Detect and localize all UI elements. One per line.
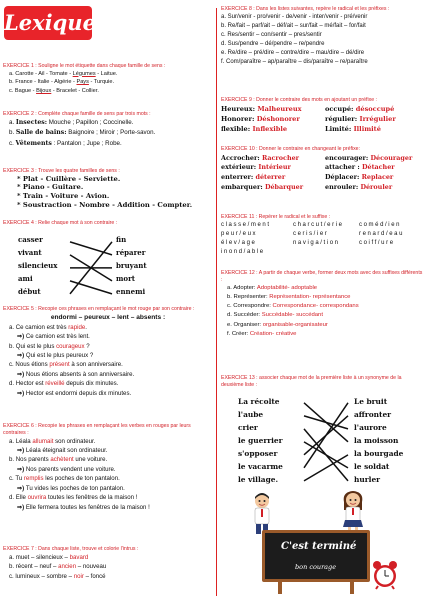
blackboard [262, 530, 370, 582]
ex9-pair-right [325, 114, 396, 124]
ex7-text: c. lumineux – sombre – [9, 573, 74, 580]
ex8-line: c. Res/sentir – con/sentir – pres/sentir [221, 31, 322, 38]
match-right-word: Le bruit [354, 397, 388, 406]
exercise-3 [3, 168, 213, 210]
ex9-word: régulier: [325, 114, 360, 123]
ex10-word: enrouler: [325, 183, 361, 192]
ex11-line [221, 248, 423, 257]
ex10-word: attacher : [325, 163, 362, 172]
ex10-line [221, 172, 423, 182]
ex12-verb: a. Adopter: [227, 284, 257, 291]
match-left-word: s'opposer [238, 449, 278, 458]
ex9-line [221, 124, 423, 134]
ex10-answer: Débarquer [264, 183, 304, 192]
exercise-8 [221, 6, 423, 67]
ex2-text: b. [9, 129, 16, 137]
ex10-pair-left [221, 172, 285, 182]
ex1-answer: Bijoux [36, 88, 52, 95]
matching-line [304, 442, 348, 468]
ex9-answer: Malheureux [257, 104, 302, 113]
ex12-line [221, 330, 423, 339]
ex12-answer: Succédable- succédant [261, 312, 323, 319]
ex6-text: toutes les fenêtres de la maison ! [46, 494, 138, 502]
exercise-1-title: EXERCICE 1 : Souligne le mot étiquette dans chaque famille de sens : [3, 63, 166, 69]
ex2-line [3, 139, 213, 150]
ex2-text: : Pantalon ; Jupe ; Robe. [51, 140, 122, 148]
ex8-line: a. Sur/venir - pro/venir - de/venir - inter/venir - pré/venir [221, 13, 368, 20]
match-right-word: réparer [116, 248, 146, 257]
ex5-arrow: ⇒) [17, 352, 26, 360]
exercise-12-title: EXERCICE 12 : A partir de chaque verbe, former deux mots avec des suffixes différents : [221, 270, 423, 283]
ex1-line [3, 70, 213, 79]
exercise-11-title: EXERCICE 11 : Repérer le radical et le suffixe : [221, 214, 331, 220]
ex9-word: Limité: [325, 124, 354, 133]
ex10-line [221, 162, 423, 172]
ex6-text: a. Léala [9, 437, 33, 445]
ex12-verb: e. Organiser: [227, 321, 263, 328]
exercise-9 [221, 97, 423, 134]
ex2-text: Mouche ; Papillon ; Coccinelle. [47, 118, 134, 126]
ex5-question [3, 342, 213, 351]
ex6-answer-text: Elle fermera toutes les fenêtres de la maison ! [25, 503, 150, 511]
ex2-label: Salle de bains: [15, 129, 67, 137]
ex7-intrus: ancien [58, 563, 77, 571]
ex6-answer [3, 465, 213, 474]
ex11-line [221, 230, 423, 239]
ex3-line: * Soustraction - Nombre - Addition - Compter. [17, 200, 193, 209]
match-right-word: le soldat [354, 462, 390, 471]
ex5-text: d. Hector est [9, 380, 46, 388]
ex5-answer-text: Qui est le plus peureux ? [25, 352, 94, 360]
ex12-answer: Création- créative [249, 331, 297, 338]
exercise-7-items [3, 553, 213, 582]
ex5-answer [3, 351, 213, 360]
ex5-text: a. Ce camion est très [9, 323, 69, 331]
ex6-red-word: allumait [32, 437, 54, 445]
ex9-pair-right [325, 124, 381, 134]
ex12-answer: Correspondance- correspondans [272, 303, 359, 310]
exercise-7 [3, 546, 213, 582]
ex11-word: renard/eau [359, 230, 405, 237]
ex12-verb: d. Succéder: [227, 312, 262, 319]
match-left-word: le village. [238, 475, 279, 484]
exercise-13-title: EXERCICE 13 : associer chaque mot de la première liste à un synonyme de la deuxième liste : [221, 375, 402, 388]
ex1-text: b. France - Italie - Algérie - [9, 79, 77, 86]
ex9-word: Heureux: [221, 104, 258, 113]
ex12-answer: Adoptabilité- adoptable [256, 284, 318, 291]
ex5-text: b. Qui est le plus [9, 342, 57, 350]
match-left-word: crier [238, 423, 258, 432]
ex1-text: - Bracelet - Collier. [51, 88, 99, 95]
ex9-answer: Irrégulier [359, 114, 396, 123]
ex12-answer: Représentation- représentance [269, 293, 351, 300]
exercise-5-items [3, 323, 213, 399]
ex5-arrow: ⇒) [17, 333, 26, 341]
ex6-text: une voiture. [73, 456, 108, 464]
ex5-answer [3, 389, 213, 398]
ex10-pair-left [221, 153, 299, 163]
ex8-line: e. Re/dire – pré/dire – contre/dire – mau/dire – dé/dire [221, 49, 365, 56]
ex5-question [3, 323, 213, 332]
ex12-line [221, 311, 423, 320]
exercise-1 [3, 63, 213, 96]
match-right-word: bruyant [116, 261, 147, 270]
ex10-answer: Replacer [361, 173, 394, 182]
exercise-6 [3, 423, 213, 512]
match-left-word: vivant [18, 248, 42, 257]
ex11-word: peur/eux [221, 230, 258, 237]
ex11-word: inond/able [221, 249, 265, 256]
ex2-text: c. [9, 140, 16, 148]
exercise-3-title: EXERCICE 3 : Trouve les quatre familles de sens : [3, 168, 120, 174]
ex1-text: a. Carotte - Ail - Tomate - [9, 70, 73, 77]
ex12-verb: f. Créer: [227, 331, 250, 338]
ex7-line [3, 572, 213, 582]
ex9-pair-left [221, 104, 302, 114]
ex10-word: extérieur: [221, 163, 259, 172]
ex3-line: * Plat - Cuillère - Serviette. [17, 174, 121, 183]
ex3-line: * Train - Voiture - Avion. [17, 192, 110, 201]
ex6-text: d. Elle [9, 494, 28, 502]
ex10-pair-right [325, 162, 395, 172]
ex7-text: – nouveau [76, 563, 107, 571]
exercise-11 [221, 214, 423, 258]
ex6-arrow: ⇒) [17, 465, 26, 473]
ex3-line: * Piano - Guitare. [17, 183, 84, 192]
ex6-question [3, 437, 213, 446]
ex11-word: coiff/ure [359, 240, 395, 247]
exercise-12 [221, 270, 423, 339]
match-left-word: début [18, 287, 41, 296]
ex6-answer-text: Nos parents vendent une voiture. [25, 465, 116, 473]
ex2-label: Insectes: [15, 118, 48, 126]
board-subtitle: bon courage [295, 563, 337, 571]
exercise-12-items [221, 284, 423, 340]
ex9-answer: Inflexible [252, 124, 288, 133]
ex6-answer [3, 484, 213, 493]
exercise-5-title: EXERCICE 5 : Recopie ces phrases en remplaçant le mot rouge par son contraire : [3, 306, 195, 312]
match-right-word: hurler [354, 475, 381, 484]
ex10-answer: Racrocher [261, 153, 300, 162]
ex6-red-word: remplis [23, 475, 44, 483]
ex10-answer: Décourager [370, 153, 413, 162]
exercise-2 [3, 111, 213, 150]
ex5-question [3, 379, 213, 388]
ex7-text: – foncé [83, 573, 106, 580]
ex6-answer-text: Tu vides les poches de ton pantalon. [25, 484, 125, 492]
ex12-verb: c. Correspondre: [227, 303, 273, 310]
ex12-line [221, 293, 423, 302]
ex9-line [221, 114, 423, 124]
ex6-text: son ordinateur. [53, 437, 96, 445]
ex10-word: Déplacer: [325, 173, 362, 182]
exercise-7-title: EXERCICE 7 : Dans chaque liste, trouve et colorie l'intrus : [3, 546, 139, 552]
ex6-answer [3, 503, 213, 512]
ex10-answer: déterrer [255, 173, 286, 182]
ex1-line [3, 78, 213, 87]
column-divider [216, 8, 217, 596]
match-right-word: mort [116, 274, 135, 283]
ex10-answer: Détacher [361, 163, 395, 172]
ex9-word: flexible: [221, 124, 253, 133]
ex1-line [3, 87, 213, 96]
ex8-line: f. Com/paraître – ap/paraître – dis/paraître – re/paraître [221, 58, 368, 65]
ex10-word: Accrocher: [221, 153, 262, 162]
ex2-line [3, 118, 213, 129]
ex5-red-word: présent [49, 361, 70, 369]
matching-line [70, 242, 112, 255]
ex5-red-word: rapide [68, 323, 86, 331]
match-left-word: l'aube [238, 410, 264, 419]
ex6-text: c. Tu [9, 475, 24, 483]
ex9-pair-right [325, 104, 394, 114]
exercise-9-title: EXERCICE 9 : Donner le contraire des mots en ajoutant un préfixe : [221, 97, 377, 103]
exercise-1-items [3, 70, 213, 97]
ex6-arrow: ⇒) [17, 503, 26, 511]
ex5-question [3, 360, 213, 369]
ex5-text: c. Nous étions [9, 361, 50, 369]
exercise-4-title: EXERCICE 4 : Relie chaque mot à son contraire : [3, 220, 118, 226]
exercise-5-word-list: endormi – peureux – lent – absents : [50, 313, 166, 321]
match-left-word: La récolte [238, 397, 280, 406]
board-leg-right [350, 582, 354, 594]
ex11-word: ceris/ier [293, 230, 329, 237]
ex12-line [221, 284, 423, 293]
exercise-13-matching [238, 395, 418, 490]
match-left-word: le guerrier [238, 436, 283, 445]
ex10-word: embarquer: [221, 183, 265, 192]
match-right-word: ennemi [116, 287, 146, 296]
ex6-red-word: ouvrira [27, 494, 47, 502]
ex6-question [3, 474, 213, 483]
ex12-verb: b. Représenter: [227, 293, 270, 300]
ex12-answer: organisable-organisateur [262, 321, 328, 328]
match-left-word: casser [18, 235, 43, 244]
ex10-word: encourager: [325, 153, 371, 162]
ex6-text: les poches de ton pantalon. [43, 475, 120, 483]
ex9-answer: désoccupé [355, 104, 395, 113]
ex10-pair-left [221, 182, 303, 192]
ex5-text: . [85, 323, 87, 331]
ex8-line: d. Sus/pendre – dé/pendre – re/pendre [221, 40, 325, 47]
ex10-line [221, 182, 423, 192]
match-right-word: la bourgade [354, 449, 404, 458]
ex6-arrow: ⇒) [17, 446, 26, 454]
match-right-word: fin [116, 235, 127, 244]
ex6-question [3, 493, 213, 502]
match-right-word: affronter [354, 410, 392, 419]
ex5-red-word: courageux [56, 342, 85, 350]
page-title: Lexique [4, 6, 92, 40]
ex2-label: Vêtements [15, 140, 52, 148]
ex11-line [221, 239, 423, 248]
ex1-answer: Légumes [72, 70, 96, 77]
ex7-line [3, 553, 213, 563]
ex5-text: à son anniversaire. [69, 361, 123, 369]
ex8-line: b. Re/fait – parf/ait – déf/ait – sur/fait – mé/fait – for/fait [221, 22, 366, 29]
ex1-text: c. Bague - [9, 88, 37, 95]
matching-line [70, 281, 112, 294]
exercise-4-matching [18, 234, 168, 304]
ex5-answer-text: Hector est endormi depuis dix minutes. [25, 389, 132, 397]
match-left-word: ami [18, 274, 33, 283]
match-right-word: l'aurore [354, 423, 387, 432]
exercise-5 [3, 306, 213, 398]
exercise-10-items [221, 153, 423, 193]
ex9-word: occupé: [325, 104, 356, 113]
ex9-pair-left [221, 114, 300, 124]
exercise-10-title: EXERCICE 10 : Donner le contraire en changeant le préfixe: [221, 146, 360, 152]
ex2-line [3, 128, 213, 139]
ex7-intrus: noir [73, 573, 84, 580]
ex6-answer [3, 446, 213, 455]
ex6-text: b. Nos parents [9, 456, 51, 464]
match-left-word: silencieux [18, 261, 58, 270]
ex5-arrow: ⇒) [17, 370, 26, 378]
exercise-2-items [3, 118, 213, 151]
ex11-word: charcut/erie [293, 221, 344, 228]
ex5-answer [3, 332, 213, 341]
ex10-pair-right [325, 182, 392, 192]
exercise-10 [221, 146, 423, 192]
board-leg-left [278, 582, 282, 594]
ex9-word: Honorer: [221, 114, 257, 123]
ex6-question [3, 455, 213, 464]
exercise-3-items [3, 175, 213, 210]
ex10-pair-right [325, 153, 412, 163]
ex10-answer: Intérieur [258, 163, 291, 172]
ex6-red-word: achètent [50, 456, 74, 464]
match-left-word: le vacarme [238, 462, 283, 471]
ex7-line [3, 562, 213, 572]
ex11-word: élev/age [221, 240, 257, 247]
ex5-answer [3, 370, 213, 379]
exercise-8-items [221, 13, 423, 67]
board-title: C'est terminé [281, 541, 357, 552]
exercise-6-title: EXERCICE 6 : Recopie les phrases en remplaçant les verbes en rouges par leurs contraires : [3, 423, 191, 436]
ex11-line [221, 221, 423, 230]
ex5-answer-text: Ce camion est très lent. [25, 333, 90, 341]
ex7-text: b. récent – neuf – [9, 563, 59, 571]
match-right-word: la moisson [354, 436, 399, 445]
ex2-text: a. [9, 118, 16, 126]
exercise-4 [3, 220, 213, 227]
ex9-pair-left [221, 124, 287, 134]
ex5-text: ? [84, 342, 90, 350]
alarm-clock-icon [372, 560, 398, 590]
ex1-text: - Turquie. [88, 79, 115, 86]
ex9-line [221, 104, 423, 114]
ex9-answer: Illimité [353, 124, 381, 133]
ex5-text: depuis dix minutes. [64, 380, 119, 388]
exercise-13 [221, 375, 423, 389]
ex5-answer-text: Nous étions absents à son anniversaire. [25, 370, 135, 378]
ex10-word: enterrer: [221, 173, 256, 182]
exercise-11-items [221, 221, 423, 258]
ex6-answer-text: Léala éteignait son ordinateur. [25, 446, 108, 454]
ex10-answer: Dérouler [360, 183, 393, 192]
ex7-text: a. muet – silencieux – [9, 553, 70, 561]
ex10-pair-left [221, 162, 291, 172]
ex11-word: naviga/tion [293, 240, 340, 247]
exercise-2-title: EXERCICE 2 : Complète chaque famille de sens par trois mots : [3, 111, 151, 117]
ex12-line [221, 302, 423, 311]
ex1-text: - Laitue. [95, 70, 118, 77]
ex11-word: coméd/ien [359, 221, 402, 228]
exercise-9-items [221, 104, 423, 135]
ex9-answer: Déshonorer [256, 114, 300, 123]
exercise-6-items [3, 437, 213, 513]
ex1-answer: Pays [76, 79, 89, 86]
ex7-intrus: bavard [69, 553, 89, 561]
ex12-line [221, 321, 423, 330]
ex5-red-word: réveillé [45, 380, 65, 388]
ex10-line [221, 153, 423, 163]
ex10-pair-right [325, 172, 393, 182]
ex6-arrow: ⇒) [17, 484, 26, 492]
ex5-arrow: ⇒) [17, 389, 26, 397]
ex2-text: Baignoire ; Miroir ; Porte-savon. [66, 129, 156, 137]
ex11-word: classe/ment [221, 221, 271, 228]
exercise-8-title: EXERCICE 8 : Dans les listes suivantes, repère le radical et les préfixes : [221, 6, 390, 12]
